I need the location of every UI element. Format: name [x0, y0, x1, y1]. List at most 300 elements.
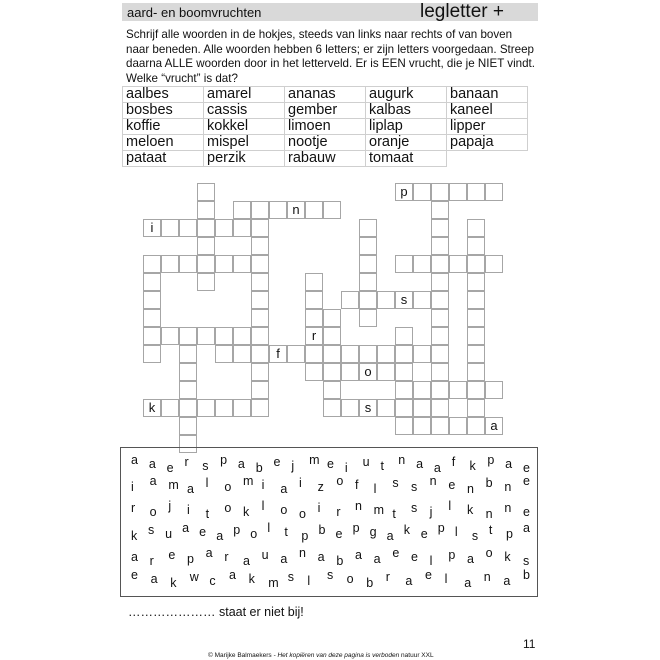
- crossword-cell[interactable]: [413, 183, 431, 201]
- crossword-cell[interactable]: [467, 399, 485, 417]
- crossword-cell[interactable]: [251, 255, 269, 273]
- crossword-given-letter[interactable]: s: [359, 399, 377, 417]
- crossword-cell[interactable]: [161, 255, 179, 273]
- crossword-cell[interactable]: [431, 255, 449, 273]
- field-letter: j: [429, 505, 433, 519]
- word-cell: bosbes: [123, 103, 204, 119]
- field-letter: p: [437, 521, 445, 535]
- field-letter: u: [362, 455, 370, 469]
- field-letter: r: [131, 501, 136, 515]
- word-cell: limoen: [285, 119, 366, 135]
- crossword-cell[interactable]: [449, 381, 467, 399]
- word-cell: amarel: [204, 87, 285, 103]
- field-letter: t: [380, 459, 384, 473]
- crossword-cell[interactable]: [341, 291, 359, 309]
- crossword-cell[interactable]: [467, 363, 485, 381]
- crossword-cell[interactable]: [233, 399, 251, 417]
- crossword-cell[interactable]: [323, 327, 341, 345]
- crossword-cell[interactable]: [431, 183, 449, 201]
- section-title: aard- en boomvruchten: [127, 5, 262, 20]
- word-cell: papaja: [447, 135, 528, 151]
- crossword-cell[interactable]: [467, 273, 485, 291]
- crossword-cell[interactable]: [467, 309, 485, 327]
- crossword-cell[interactable]: [359, 345, 377, 363]
- crossword-cell[interactable]: [323, 381, 341, 399]
- field-letter: e: [335, 527, 343, 541]
- field-letter: o: [299, 507, 306, 521]
- crossword-cell[interactable]: [215, 327, 233, 345]
- word-row: [123, 119, 528, 135]
- crossword-cell[interactable]: [431, 219, 449, 237]
- crossword-cell[interactable]: [485, 255, 503, 273]
- crossword-cell[interactable]: [143, 327, 161, 345]
- crossword-cell[interactable]: [179, 399, 197, 417]
- word-cell: kalbas: [366, 103, 447, 119]
- crossword-given-letter[interactable]: i: [143, 219, 161, 237]
- crossword-cell[interactable]: [395, 363, 413, 381]
- crossword-cell[interactable]: [485, 381, 503, 399]
- crossword-cell[interactable]: [305, 291, 323, 309]
- crossword-cell[interactable]: [431, 291, 449, 309]
- word-cell: aalbes: [123, 87, 204, 103]
- field-letter: a: [182, 521, 190, 535]
- field-letter: l: [267, 521, 271, 535]
- field-letter: f: [355, 478, 359, 492]
- crossword-cell[interactable]: [413, 291, 431, 309]
- crossword-cell[interactable]: [431, 327, 449, 345]
- field-letter: a: [280, 482, 288, 496]
- field-letter: a: [148, 457, 156, 471]
- crossword-cell[interactable]: [179, 381, 197, 399]
- crossword-cell[interactable]: [179, 327, 197, 345]
- crossword-cell[interactable]: [359, 255, 377, 273]
- crossword-cell[interactable]: [233, 255, 251, 273]
- field-letter: a: [216, 529, 224, 543]
- field-letter: l: [205, 476, 209, 490]
- crossword-cell[interactable]: [251, 237, 269, 255]
- field-letter: n: [467, 482, 474, 496]
- level-title: legletter +: [420, 1, 504, 22]
- crossword-cell[interactable]: [251, 381, 269, 399]
- field-letter: m: [168, 478, 179, 492]
- field-letter: b: [318, 523, 326, 537]
- crossword-cell[interactable]: [377, 345, 395, 363]
- field-letter: j: [291, 459, 295, 473]
- field-letter: z: [317, 480, 324, 494]
- field-letter: m: [373, 503, 385, 517]
- crossword-given-letter[interactable]: s: [395, 291, 413, 309]
- footer-notice: - Het kopiëren van deze pagina is verboden: [273, 652, 400, 659]
- footer: [208, 652, 434, 659]
- field-letter: s: [471, 529, 479, 543]
- field-letter: k: [467, 503, 474, 517]
- field-letter: g: [369, 525, 377, 539]
- crossword-cell[interactable]: [197, 255, 215, 273]
- field-letter: n: [485, 507, 493, 521]
- field-letter: s: [148, 523, 155, 537]
- crossword-cell[interactable]: [395, 327, 413, 345]
- field-letter: k: [469, 459, 476, 473]
- field-letter: a: [433, 461, 441, 475]
- crossword-cell[interactable]: [413, 255, 431, 273]
- field-letter: r: [224, 550, 229, 564]
- field-letter: j: [168, 499, 172, 513]
- crossword-cell[interactable]: [449, 255, 467, 273]
- field-letter: o: [149, 505, 157, 519]
- field-letter: p: [352, 521, 360, 535]
- crossword-cell[interactable]: [143, 309, 161, 327]
- field-letter: a: [405, 574, 413, 588]
- crossword-cell[interactable]: [215, 255, 233, 273]
- field-letter: n: [355, 499, 362, 513]
- word-row: [123, 151, 528, 167]
- word-cell: liplap: [366, 119, 447, 135]
- crossword-cell[interactable]: [305, 201, 323, 219]
- crossword-cell[interactable]: [323, 345, 341, 363]
- crossword-cell[interactable]: [269, 201, 287, 219]
- field-letter: a: [467, 552, 474, 566]
- page-number: 11: [523, 637, 536, 651]
- crossword-cell[interactable]: [431, 201, 449, 219]
- crossword-cell[interactable]: [197, 237, 215, 255]
- crossword-cell[interactable]: [467, 291, 485, 309]
- field-letter: t: [205, 507, 210, 521]
- field-letter: s: [202, 459, 209, 473]
- crossword-cell[interactable]: [251, 345, 269, 363]
- field-letter: p: [448, 548, 456, 562]
- field-letter: k: [131, 529, 138, 543]
- field-letter: u: [261, 548, 269, 562]
- crossword-cell[interactable]: [359, 273, 377, 291]
- word-cell: augurk: [366, 87, 447, 103]
- crossword-cell[interactable]: [449, 183, 467, 201]
- field-letter: l: [307, 574, 311, 588]
- field-letter: i: [187, 503, 190, 517]
- field-letter: a: [229, 568, 236, 582]
- word-table: [122, 86, 528, 167]
- word-cell: mispel: [204, 135, 285, 151]
- field-letter: r: [336, 505, 341, 519]
- field-letter: e: [420, 527, 428, 541]
- word-cell: kokkel: [204, 119, 285, 135]
- word-cell: nootje: [285, 135, 366, 151]
- answer-line: ………………… staat er niet bij!: [128, 605, 304, 619]
- field-letter: o: [250, 527, 258, 541]
- field-letter: a: [355, 548, 362, 562]
- word-cell: tomaat: [366, 151, 447, 167]
- crossword-cell[interactable]: [467, 327, 485, 345]
- field-letter: s: [411, 480, 418, 494]
- field-letter: o: [346, 572, 354, 586]
- crossword-cell[interactable]: [413, 399, 431, 417]
- crossword-cell[interactable]: [161, 219, 179, 237]
- crossword-cell[interactable]: [395, 255, 413, 273]
- word-cell: rabauw: [285, 151, 366, 167]
- field-letter: b: [255, 461, 263, 475]
- crossword-cell[interactable]: [197, 219, 215, 237]
- field-letter: i: [261, 478, 265, 492]
- field-letter: e: [448, 478, 456, 492]
- word-row: [123, 135, 528, 151]
- crossword-cell[interactable]: [179, 255, 197, 273]
- crossword-cell[interactable]: [197, 183, 215, 201]
- crossword-cell[interactable]: [395, 417, 413, 435]
- field-letter: a: [187, 482, 194, 496]
- crossword-cell[interactable]: [251, 399, 269, 417]
- crossword-cell[interactable]: [179, 417, 197, 435]
- crossword-cell[interactable]: [395, 399, 413, 417]
- field-letter: l: [429, 554, 433, 568]
- crossword-given-letter[interactable]: n: [287, 201, 305, 219]
- footer-series: natuur XXL: [401, 652, 434, 659]
- field-letter: r: [149, 554, 154, 568]
- field-letter: a: [205, 546, 213, 560]
- field-letter: a: [131, 453, 138, 467]
- field-letter: p: [220, 453, 228, 467]
- crossword-cell[interactable]: [431, 417, 449, 435]
- field-letter: a: [416, 457, 424, 471]
- field-letter: s: [287, 570, 295, 584]
- field-letter: k: [170, 576, 177, 590]
- crossword-cell[interactable]: [179, 219, 197, 237]
- crossword-cell[interactable]: [323, 201, 341, 219]
- field-letter: n: [504, 501, 512, 515]
- word-row: [123, 103, 528, 119]
- field-letter: o: [485, 546, 493, 560]
- crossword-cell[interactable]: [467, 255, 485, 273]
- field-letter: s: [411, 501, 418, 515]
- field-letter: i: [344, 461, 348, 475]
- field-letter: b: [366, 576, 374, 590]
- crossword-cell[interactable]: [251, 363, 269, 381]
- crossword-cell[interactable]: [143, 345, 161, 363]
- field-letter: n: [429, 474, 437, 488]
- crossword-given-letter[interactable]: k: [143, 399, 161, 417]
- crossword-cell[interactable]: [359, 309, 377, 327]
- field-letter: a: [131, 550, 138, 564]
- field-letter: i: [131, 480, 134, 494]
- field-letter: a: [243, 554, 250, 568]
- field-letter: a: [150, 572, 158, 586]
- letter-field: [120, 447, 538, 597]
- crossword-cell[interactable]: [431, 345, 449, 363]
- field-letter: l: [444, 572, 448, 586]
- field-letter: a: [523, 521, 530, 535]
- crossword-cell[interactable]: [251, 201, 269, 219]
- crossword-cell[interactable]: [197, 399, 215, 417]
- crossword-cell[interactable]: [215, 345, 233, 363]
- word-cell: oranje: [366, 135, 447, 151]
- crossword-cell[interactable]: [431, 237, 449, 255]
- crossword-cell[interactable]: [449, 417, 467, 435]
- word-cell: pataat: [123, 151, 204, 167]
- field-letter: p: [233, 523, 241, 537]
- field-letter: i: [299, 476, 302, 490]
- footer-copyright: © Marijke Balmaekers: [208, 652, 272, 659]
- crossword-cell[interactable]: [431, 273, 449, 291]
- crossword-cell[interactable]: [341, 345, 359, 363]
- crossword-cell[interactable]: [467, 237, 485, 255]
- crossword-cell[interactable]: [287, 345, 305, 363]
- word-cell: lipper: [447, 119, 528, 135]
- crossword-cell[interactable]: [305, 309, 323, 327]
- crossword-given-letter[interactable]: a: [485, 417, 503, 435]
- field-letter: s: [523, 554, 530, 568]
- crossword-cell[interactable]: [377, 363, 395, 381]
- field-letter: n: [483, 570, 491, 584]
- field-letter: e: [523, 505, 530, 519]
- crossword-cell[interactable]: [467, 183, 485, 201]
- crossword-cell[interactable]: [395, 381, 413, 399]
- crossword-cell[interactable]: [143, 255, 161, 273]
- word-cell: ananas: [285, 87, 366, 103]
- field-letter: a: [317, 550, 325, 564]
- crossword-cell[interactable]: [359, 219, 377, 237]
- crossword-cell[interactable]: [251, 219, 269, 237]
- field-letter: m: [309, 453, 320, 467]
- crossword-cell[interactable]: [413, 345, 431, 363]
- field-letter: a: [149, 474, 157, 488]
- field-letter: e: [523, 474, 530, 488]
- crossword-cell[interactable]: [431, 309, 449, 327]
- word-cell: meloen: [123, 135, 204, 151]
- field-letter: m: [243, 474, 254, 488]
- field-letter: e: [131, 568, 138, 582]
- crossword-cell[interactable]: [197, 201, 215, 219]
- field-letter: l: [454, 525, 458, 539]
- field-letter: a: [464, 576, 472, 590]
- field-letter: t: [392, 507, 396, 521]
- field-letter: a: [373, 552, 381, 566]
- crossword-cell[interactable]: [197, 273, 215, 291]
- field-letter: e: [411, 550, 418, 564]
- crossword-cell[interactable]: [467, 417, 485, 435]
- crossword-cell[interactable]: [179, 345, 197, 363]
- crossword-cell[interactable]: [323, 309, 341, 327]
- word-cell: perzik: [204, 151, 285, 167]
- crossword-cell[interactable]: [341, 363, 359, 381]
- crossword-cell[interactable]: [431, 381, 449, 399]
- crossword-cell[interactable]: [161, 327, 179, 345]
- crossword-cell[interactable]: [179, 363, 197, 381]
- crossword-cell[interactable]: [323, 363, 341, 381]
- crossword-cell[interactable]: [215, 219, 233, 237]
- field-letter: a: [280, 552, 288, 566]
- crossword-cell[interactable]: [197, 327, 215, 345]
- crossword-cell[interactable]: [431, 399, 449, 417]
- crossword-cell[interactable]: [413, 381, 431, 399]
- field-letter: a: [237, 457, 245, 471]
- crossword-cell[interactable]: [467, 345, 485, 363]
- crossword-given-letter[interactable]: f: [269, 345, 287, 363]
- field-letter: n: [504, 480, 512, 494]
- crossword-cell[interactable]: [341, 399, 359, 417]
- crossword-cell[interactable]: [143, 273, 161, 291]
- field-letter: o: [336, 474, 344, 488]
- crossword-cell[interactable]: [161, 399, 179, 417]
- field-letter: o: [224, 480, 232, 494]
- crossword-cell[interactable]: [233, 219, 251, 237]
- crossword-cell[interactable]: [233, 201, 251, 219]
- field-letter: l: [448, 499, 452, 513]
- crossword-cell[interactable]: [413, 417, 431, 435]
- crossword-cell[interactable]: [251, 273, 269, 291]
- field-letter: o: [224, 501, 232, 515]
- field-letter: e: [166, 461, 174, 475]
- crossword-cell[interactable]: [233, 345, 251, 363]
- field-letter: a: [505, 457, 513, 471]
- crossword-cell[interactable]: [233, 327, 251, 345]
- field-letter: k: [403, 523, 410, 537]
- field-letter: n: [398, 453, 406, 467]
- field-letter: e: [523, 461, 530, 475]
- crossword-cell[interactable]: [467, 219, 485, 237]
- field-letter: o: [280, 503, 288, 517]
- field-letter: r: [385, 570, 390, 584]
- field-letter: n: [299, 546, 306, 560]
- word-cell: banaan: [447, 87, 528, 103]
- crossword-cell[interactable]: [395, 345, 413, 363]
- instructions: Schrijf alle woorden in de hokjes, steeds van links naar rechts of van boven naar beneden. Alle woorden hebben 6 letters; er zijn letters voorgedaan. Streep daarna ALLE woorden door in het letterveld. Er is EEN vrucht, die je NIET vindt. Welke “vrucht” is dat?: [126, 28, 536, 85]
- crossword-cell[interactable]: [359, 291, 377, 309]
- field-letter: e: [273, 455, 281, 469]
- field-letter: b: [485, 476, 493, 490]
- field-letter: w: [189, 570, 199, 584]
- field-letter: e: [168, 548, 176, 562]
- word-cell: gember: [285, 103, 366, 119]
- field-letter: a: [386, 529, 394, 543]
- crossword-given-letter[interactable]: p: [395, 183, 413, 201]
- crossword-cell[interactable]: [251, 291, 269, 309]
- field-letter: c: [209, 574, 216, 588]
- crossword-cell[interactable]: [251, 327, 269, 345]
- crossword-cell[interactable]: [215, 399, 233, 417]
- crossword-cell[interactable]: [467, 381, 485, 399]
- field-letter: k: [243, 505, 250, 519]
- field-letter: s: [327, 568, 334, 582]
- crossword-cell[interactable]: [251, 309, 269, 327]
- field-letter: b: [523, 568, 530, 582]
- crossword-cell[interactable]: [305, 363, 323, 381]
- field-letter: p: [301, 529, 309, 543]
- field-letter: e: [392, 546, 400, 560]
- crossword-cell[interactable]: [305, 345, 323, 363]
- crossword-cell[interactable]: [377, 399, 395, 417]
- field-letter: m: [268, 576, 279, 590]
- field-letter: s: [392, 476, 399, 490]
- field-letter: a: [503, 574, 511, 588]
- crossword-cell[interactable]: [377, 291, 395, 309]
- crossword-given-letter[interactable]: o: [359, 363, 377, 381]
- field-letter: e: [199, 525, 207, 539]
- crossword-cell[interactable]: [485, 183, 503, 201]
- field-letter: k: [504, 550, 511, 564]
- field-letter: u: [165, 527, 173, 541]
- crossword-given-letter[interactable]: r: [305, 327, 323, 345]
- crossword-cell[interactable]: [323, 399, 341, 417]
- crossword-cell[interactable]: [359, 237, 377, 255]
- field-letter: l: [373, 482, 377, 496]
- crossword-cell[interactable]: [143, 291, 161, 309]
- field-letter: p: [487, 453, 495, 467]
- crossword-cell[interactable]: [305, 273, 323, 291]
- field-letter: f: [451, 455, 456, 469]
- field-letter: l: [261, 499, 265, 513]
- field-letter: k: [248, 572, 255, 586]
- crossword-cell[interactable]: [431, 363, 449, 381]
- field-letter: r: [184, 455, 189, 469]
- field-letter: p: [505, 527, 513, 541]
